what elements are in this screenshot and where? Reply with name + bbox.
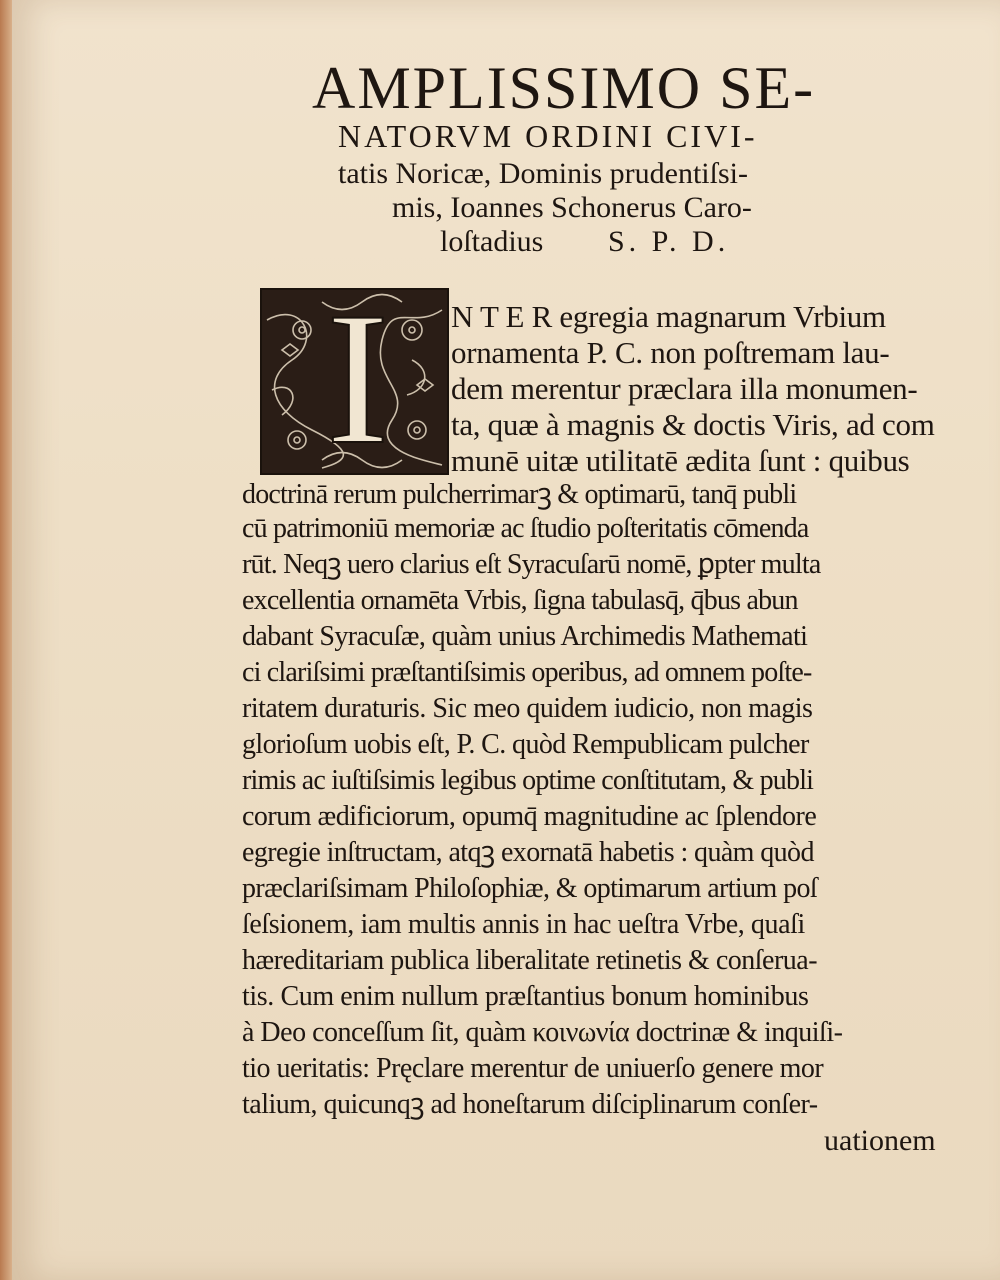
salutation-spd: S. P. D. — [608, 225, 730, 258]
text-line: dem merentur præclara illa monumen- — [451, 371, 918, 406]
text-line: ſeſsionem, iam multis annis in hac ueſtra Vrbe, quaſi — [242, 909, 805, 940]
initial-letter-i: I — [326, 274, 390, 484]
dedication-heading-line-3: tatis Noricæ, Dominis prudentiſsi- — [338, 157, 748, 190]
dedication-heading-line-4: mis, Ioannes Schonerus Caro- — [392, 191, 752, 224]
text-line: tis. Cum enim nullum præſtantius bonum hominibus — [242, 981, 809, 1012]
text-line: corum ædificiorum, opumq̄ magnitudine ac ſplendore — [242, 801, 817, 832]
text-line: glorioſum uobis eſt, P. C. quòd Rempublicam pulcher — [242, 729, 809, 760]
text-line: munē uitæ utilitatē ædita ſunt : quibus — [451, 443, 910, 478]
text-line: N T E R egregia magnarum Vrbium — [451, 299, 886, 334]
text-line: rimis ac iuſtiſsimis legibus optime conſtitutam, & publi — [242, 765, 814, 796]
dedication-heading-line-2: NATORVM ORDINI CIVI- — [338, 118, 758, 154]
text-line: doctrinā rerum pulcherrimarꝫ & optimarū, tanq̄ publi — [242, 479, 797, 510]
decorated-initial — [260, 274, 449, 484]
text-line: ornamenta P. C. non poſtremam lau- — [451, 335, 890, 370]
catchword: uationem — [824, 1124, 936, 1157]
text-line: tio ueritatis: Pręclare merentur de uniuerſo genere mor — [242, 1053, 824, 1084]
text-line: ta, quæ à magnis & doctis Viris, ad com — [451, 407, 935, 442]
text-line: cū patrimoniū memoriæ ac ſtudio poſteritatis cōmenda — [242, 513, 809, 544]
text-line: talium, quicunqꝫ ad honeſtarum diſciplinarum conſer- — [242, 1089, 818, 1120]
text-line: hæreditariam publica liberalitate retinetis & conſerua- — [242, 945, 818, 976]
text-line: ritatem duraturis. Sic meo quidem iudicio, non magis — [242, 693, 813, 724]
text-line: egregie inſtructam, atqꝫ exornatā habetis : quàm quòd — [242, 837, 814, 868]
book-page — [12, 0, 1000, 1280]
text-line: excellentia ornamēta Vrbis, ſigna tabulasq̄, q̄bus abun — [242, 585, 798, 616]
dedication-heading-line-5: loſtadius — [440, 225, 544, 258]
dedication-heading-line-1: AMPLISSIMO SE- — [312, 55, 816, 121]
text-line: præclariſsimam Philoſophiæ, & optimarum artium poſ — [242, 873, 818, 904]
text-line: dabant Syracuſæ, quàm unius Archimedis Mathemati — [242, 621, 808, 652]
binding-edge — [0, 0, 12, 1280]
text-line: ci clariſsimi præſtantiſsimis operibus, ad omnem poſte- — [242, 657, 812, 688]
text-line: à Deo conceſſum ſit, quàm κοινωνία doctrinæ & inquiſi- — [242, 1017, 843, 1048]
text-line: rūt. Neqꝫ uero clarius eſt Syracuſarū nomē, ꝑpter multa — [242, 549, 821, 580]
